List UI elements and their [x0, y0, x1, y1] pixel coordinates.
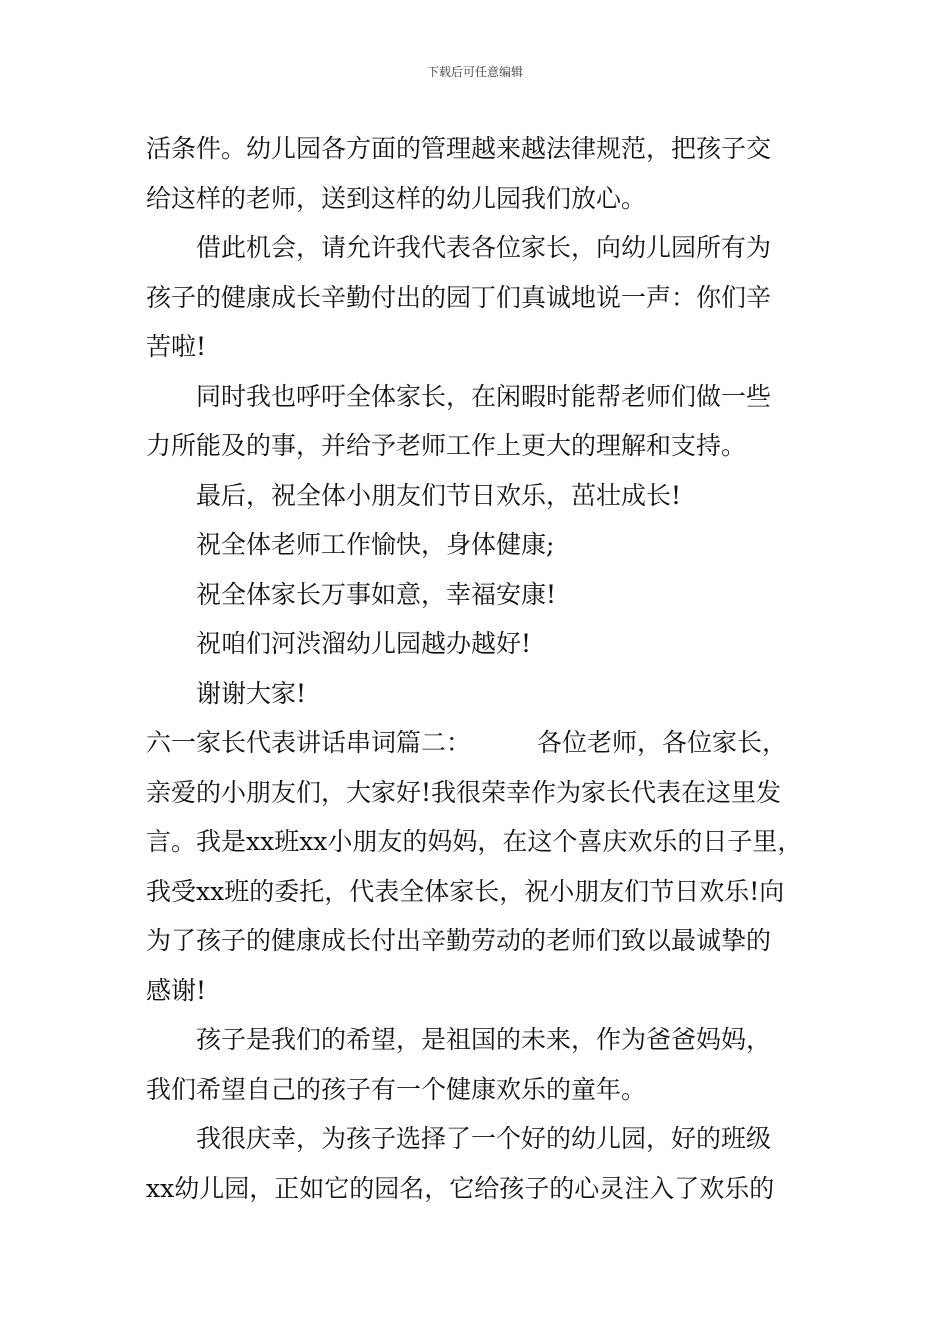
paragraph-line: 同时我也呼吁全体家长，在闲暇时能帮老师们做一些: [196, 381, 772, 411]
paragraph-line: 孩子是我们的希望，是祖国的未来，作为爸爸妈妈，: [196, 1025, 772, 1054]
paragraph-line: 借此机会，请允许我代表各位家长，向幼儿园所有为: [196, 233, 772, 262]
paragraph-line: xx幼儿园，正如它的园名，它给孩子的心灵注入了欢乐的: [146, 1173, 775, 1203]
paragraph-line: 最后，祝全体小朋友们节日欢乐，茁壮成长!: [196, 480, 682, 510]
paragraph-line: 给这样的老师，送到这样的幼儿园我们放心。: [146, 183, 647, 213]
paragraph-line: 亲爱的小朋友们，大家好!我很荣幸作为家长代表在这里发: [146, 777, 782, 807]
section-heading-title: 六一家长代表讲话串词篇二：: [146, 728, 472, 757]
paragraph-line: 祝咱们河渋溜幼儿园越办越好!: [196, 629, 532, 658]
section-heading: [146, 718, 816, 768]
page-header: 下载后可任意编辑: [426, 65, 523, 79]
paragraph-line: 我很庆幸，为孩子选择了一个好的幼儿园，好的班级: [196, 1124, 772, 1153]
paragraph-line: 苦啦!: [146, 332, 207, 361]
paragraph-line: 感谢!: [146, 975, 207, 1005]
paragraph-line: 力所能及的事，并给予老师工作上更大的理解和支持。: [146, 431, 747, 460]
section-heading-continuation: 各位老师，各位家长，: [537, 728, 788, 757]
paragraph-line: 活条件。幼儿园各方面的管理越来越法律规范，把孩子交: [146, 134, 772, 163]
paragraph-line: 我们希望自己的孩子有一个健康欢乐的童年。: [146, 1074, 647, 1104]
paragraph-line: 祝全体老师工作愉快，身体健康;: [196, 530, 555, 559]
paragraph-line: 祝全体家长万事如意，幸福安康!: [196, 579, 557, 609]
paragraph-line: 孩子的健康成长辛勤付出的园丁们真诚地说一声：你们辛: [146, 282, 772, 312]
paragraph-line: 为了孩子的健康成长付出辛勤劳动的老师们致以最诚挚的: [146, 926, 772, 955]
paragraph-line: 言。我是xx班xx小朋友的妈妈，在这个喜庆欢乐的日子里，: [146, 827, 803, 856]
paragraph-line: 我受xx班的委托，代表全体家长，祝小朋友们节日欢乐!向: [146, 876, 785, 906]
paragraph-line: 谢谢大家!: [196, 678, 307, 708]
document-body: [146, 124, 816, 1213]
